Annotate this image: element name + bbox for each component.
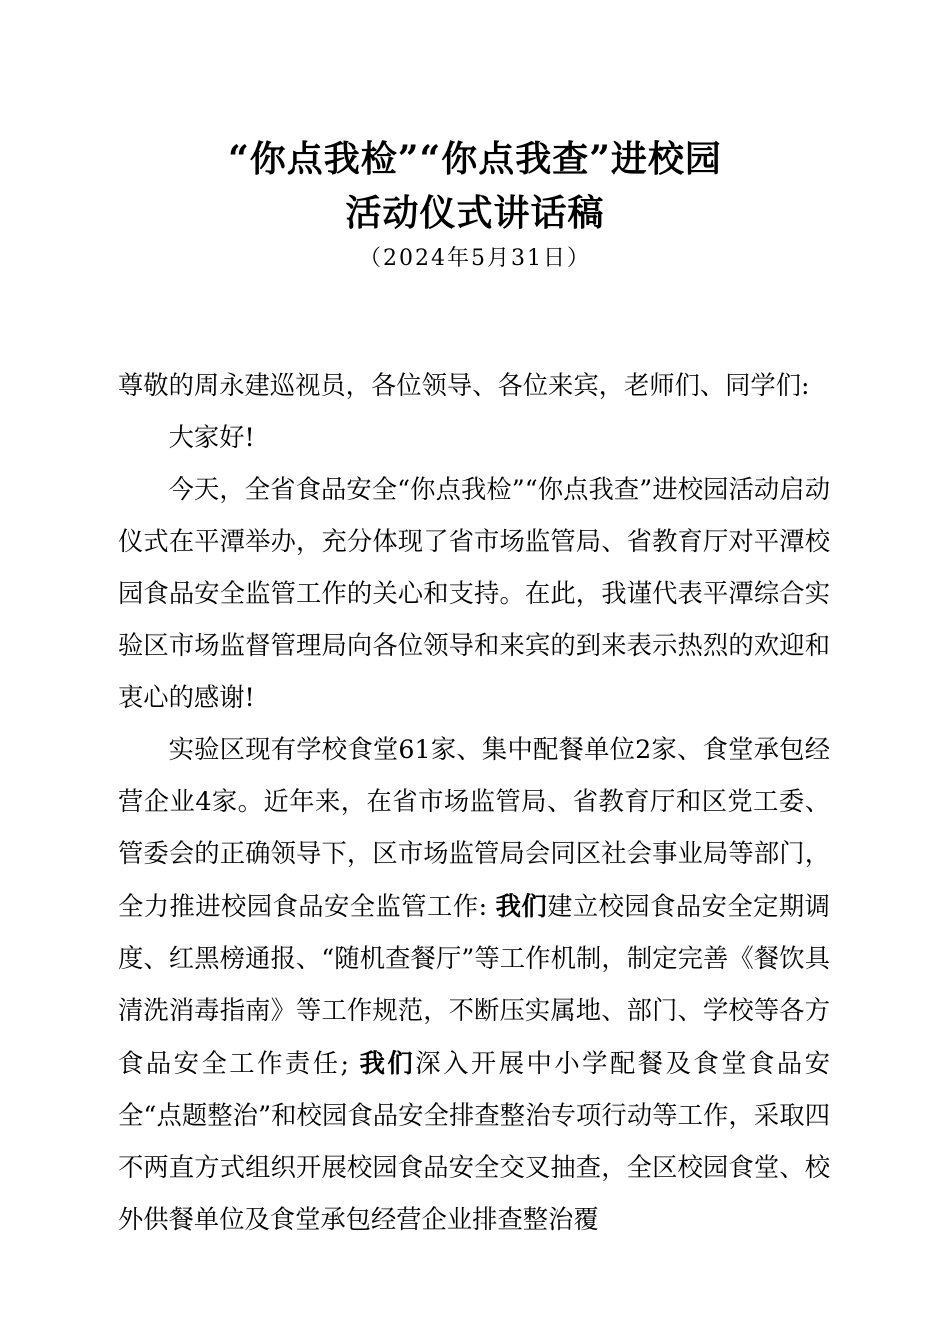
paragraph-2-part-2: 深入开展中小学配餐及食堂食品安全“点题整治”和校园食品安全排查整治专项行动等工作，采取四不两直方式组织开展校园食品安全交叉抽查，全区校园食堂、校外供餐单位及食堂承包经营企业排查整治覆 bbox=[118, 1049, 830, 1234]
emphasis-we-2: 我们 bbox=[359, 1048, 416, 1078]
speech-body bbox=[118, 360, 830, 1246]
document-date: （2024年5月31日） bbox=[359, 246, 591, 271]
salutation: 尊敬的周永建巡视员，各位领导、各位来宾，老师们、同学们: bbox=[118, 371, 810, 400]
greeting: 大家好! bbox=[168, 423, 255, 452]
emphasis-we-1: 我们 bbox=[495, 891, 548, 921]
paragraph-2-part-1: 建立校园食品安全定期调度、红黑榜通报、“随机查餐厅”等工作机制，制定完善《餐饮具清洗消毒指南》等工作规范，不断压实属地、部门、学校等各方食品安全工作责任; bbox=[118, 892, 830, 1078]
document-title-line1: “你点我检”“你点我查”进校园 bbox=[228, 138, 722, 180]
paragraph-1: 今天，全省食品安全“你点我检”“你点我查”进校园活动启动仪式在平潭举办，充分体现了省市场监管局、省教育厅对平潭校园食品安全监管工作的关心和支持。在此，我谨代表平潭综合实验区市场监督管理局向各位领导和来宾的到来表示热烈的欢迎和衷心的感谢! bbox=[118, 475, 830, 712]
paragraph-2 bbox=[118, 724, 830, 1246]
document-title-line2: 活动仪式讲话稿 bbox=[345, 192, 605, 234]
paragraph-2-intro: 实验区现有学校食堂61家、集中配餐单位2家、食堂承包经营企业4家。近年来，在省市场监管局、省教育厅和区党工委、管委会的正确领导下，区市场监管局会同区社会事业局等部门，全力推进校园食品安全监管工作: bbox=[118, 735, 830, 921]
